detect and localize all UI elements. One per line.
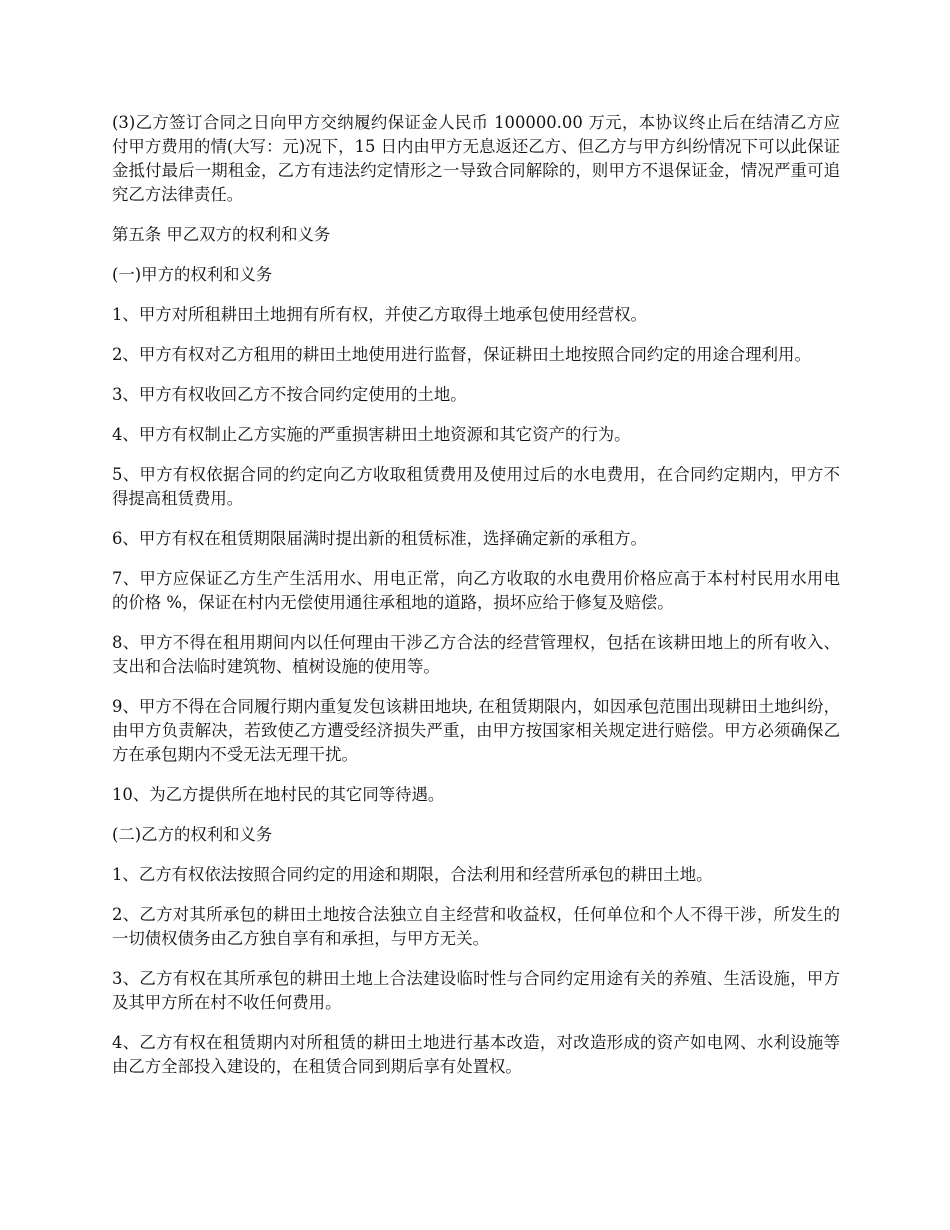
party-a-clause-7: 7、甲方应保证乙方生产生活用水、用电正常，向乙方收取的水电费用价格应高于本村村民用水用电的价格 %，保证在村内无偿使用通往承租地的道路，损坏应给于修复及赔偿。 <box>112 569 840 612</box>
party-b-clause-3: 3、乙方有权在其所承包的耕田土地上合法建设临时性与合同约定用途有关的养殖、生活设施，甲方及其甲方所在村不收任何费用。 <box>112 969 840 1012</box>
party-b-clause-2: 2、乙方对其所承包的耕田土地按合法独立自主经营和收益权，任何单位和个人不得干涉，所发生的一切债权债务由乙方独自享有和承担，与甲方无关。 <box>112 905 840 948</box>
section-party-b-heading: (二)乙方的权利和义务 <box>112 825 273 844</box>
section-party-a-heading: (一)甲方的权利和义务 <box>112 265 273 284</box>
party-a-clause-6: 6、甲方有权在租赁期限届满时提出新的租赁标准，选择确定新的承租方。 <box>112 529 647 548</box>
article-5-heading: 第五条 甲乙双方的权利和义务 <box>112 225 331 244</box>
party-a-clause-5: 5、甲方有权依据合同的约定向乙方收取租赁费用及使用过后的水电费用，在合同约定期内，甲方不得提高租赁费用。 <box>112 465 840 508</box>
party-b-clause-4: 4、乙方有权在租赁期内对所租赁的耕田土地进行基本改造，对改造形成的资产如电网、水利设施等由乙方全部投入建设的，在租赁合同到期后享有处置权。 <box>112 1033 840 1076</box>
party-a-clause-10: 10、为乙方提供所在地村民的其它同等待遇。 <box>112 785 445 804</box>
paragraph-deposit: (3)乙方签订合同之日向甲方交纳履约保证金人民币 100000.00 万元，本协议终止后在结清乙方应付甲方费用的情(大写：元)况下，15 日内由甲方无息返还乙方、但乙方与甲方纠纷情况下可以此保证金抵付最后一期租金，乙方有违法约定情形之一导致合同解除的，则甲方不退保证金，情况严重可追究乙方法律责任。 <box>112 113 840 204</box>
party-a-clause-9: 9、甲方不得在合同履行期内重复发包该耕田地块, 在租赁期限内，如因承包范围出现耕田土地纠纷，由甲方负责解决，若致使乙方遭受经济损失严重，由甲方按国家相关规定进行赔偿。甲方必须确保乙方在承包期内不受无法无理干扰。 <box>112 697 840 764</box>
party-a-clause-2: 2、甲方有权对乙方租用的耕田土地使用进行监督，保证耕田土地按照合同约定的用途合理利用。 <box>112 345 811 364</box>
party-a-clause-4: 4、甲方有权制止乙方实施的严重损害耕田土地资源和其它资产的行为。 <box>112 425 631 444</box>
party-a-clause-3: 3、甲方有权收回乙方不按合同约定使用的土地。 <box>112 385 467 404</box>
party-a-clause-8: 8、甲方不得在租用期间内以任何理由干涉乙方合法的经营管理权，包括在该耕田地上的所有收入、支出和合法临时建筑物、植树设施的使用等。 <box>112 633 840 676</box>
party-a-clause-1: 1、甲方对所租耕田土地拥有所有权，并使乙方取得土地承包使用经营权。 <box>112 305 647 324</box>
party-b-clause-1: 1、乙方有权依法按照合同约定的用途和期限，合法利用和经营所承包的耕田土地。 <box>112 865 713 884</box>
